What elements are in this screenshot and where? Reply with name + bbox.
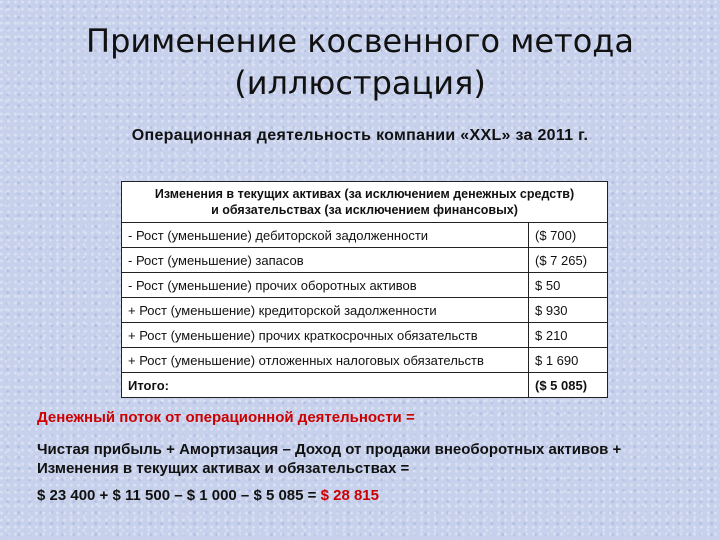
cashflow-heading: Денежный поток от операционной деятельности =	[37, 409, 415, 426]
row-value: ($ 700)	[529, 223, 608, 248]
formula-line1: Чистая прибыль + Амортизация – Доход от продажи внеоборотных активов +	[37, 441, 622, 458]
page-title-line1: Применение косвенного метода	[86, 22, 634, 60]
table-row	[122, 348, 608, 373]
table-header-row	[122, 182, 608, 223]
result-expression: $ 23 400 + $ 11 500 – $ 1 000 – $ 5 085 =	[37, 487, 321, 504]
changes-table	[121, 181, 608, 398]
subtitle: Операционная деятельность компании «XXL» за 2011 г.	[131, 127, 589, 144]
page-title	[0, 20, 720, 104]
table-header-line2: и обязательствах (за исключением финансовых)	[211, 203, 518, 217]
row-label: + Рост (уменьшение) отложенных налоговых обязательств	[122, 348, 529, 373]
total-label: Итого:	[122, 373, 529, 398]
row-label: - Рост (уменьшение) запасов	[122, 248, 529, 273]
row-label: + Рост (уменьшение) прочих краткосрочных обязательств	[122, 323, 529, 348]
result-line	[37, 487, 379, 504]
formula-line2: Изменения в текущих активах и обязательствах =	[37, 460, 410, 477]
table-row	[122, 273, 608, 298]
row-label: - Рост (уменьшение) дебиторской задолженности	[122, 223, 529, 248]
row-value: $ 210	[529, 323, 608, 348]
total-value: ($ 5 085)	[529, 373, 608, 398]
formula	[37, 440, 621, 478]
result-answer: $ 28 815	[320, 487, 379, 504]
row-label: + Рост (уменьшение) кредиторской задолженности	[122, 298, 529, 323]
page-title-line2: (иллюстрация)	[234, 64, 486, 102]
row-value: $ 50	[529, 273, 608, 298]
table-row	[122, 223, 608, 248]
row-label: - Рост (уменьшение) прочих оборотных активов	[122, 273, 529, 298]
table-row	[122, 323, 608, 348]
row-value: $ 1 690	[529, 348, 608, 373]
table-header-line1: Изменения в текущих активах (за исключением денежных средств)	[154, 187, 575, 201]
table-total-row	[122, 373, 608, 398]
row-value: $ 930	[529, 298, 608, 323]
table-row	[122, 248, 608, 273]
row-value: ($ 7 265)	[529, 248, 608, 273]
table-header	[122, 182, 608, 223]
table-row	[122, 298, 608, 323]
